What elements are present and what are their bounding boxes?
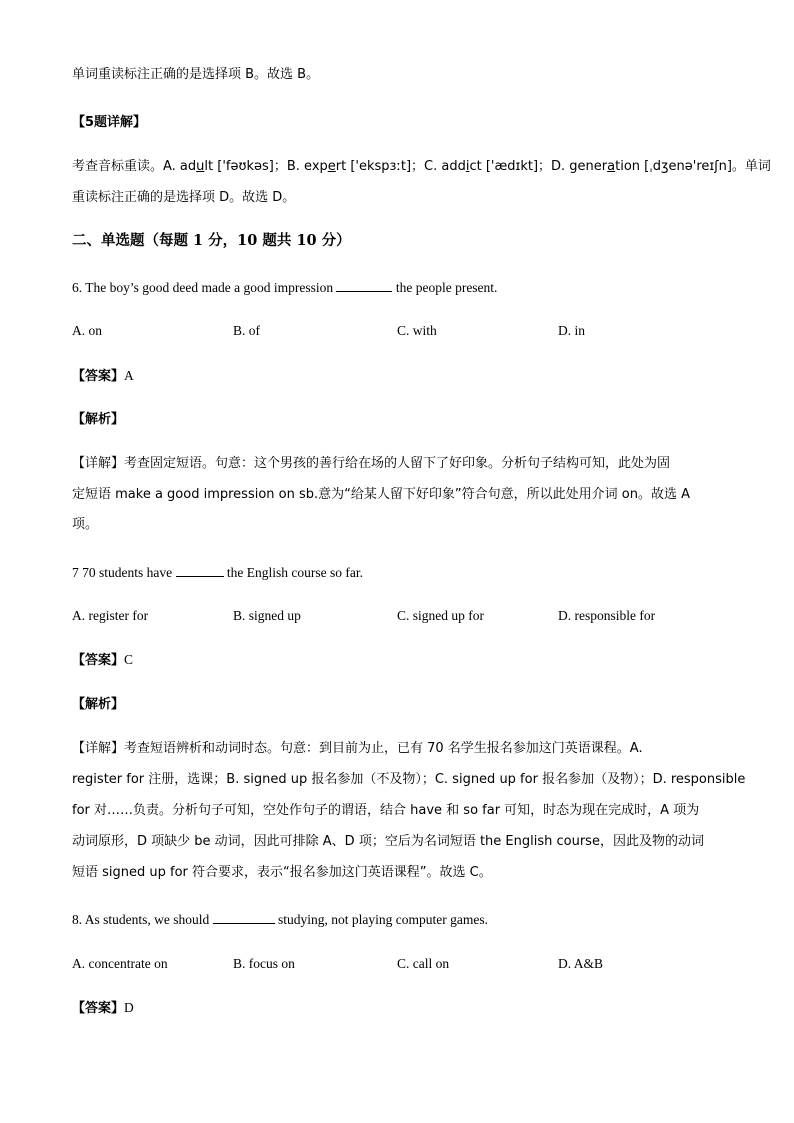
q7-detail-line2: register for 注册，选课；B. signed up 报名参加（不及物）；C. signed up for 报名参加（及物）；D. responsible <box>72 772 746 787</box>
q5-detail-line2: 重读标注正确的是选择项 D。故选 D。 <box>72 190 296 205</box>
q8-option-d: D. A&B <box>558 956 604 971</box>
q7-option-b: B. signed up <box>233 608 301 623</box>
stressed-letter: a <box>607 159 616 174</box>
answer-value: A <box>124 368 134 383</box>
text-run: 8. As students, we should <box>72 912 210 927</box>
text-run: tion [ˌdʒenə'reɪʃn]。单词 <box>615 159 771 174</box>
answer-blank <box>176 563 224 577</box>
q5-detail-line1 <box>72 158 771 176</box>
q7-detail-line5: 短语 signed up for 符合要求，表示“报名参加这门英语课程”。故选 C。 <box>72 865 492 880</box>
q7-option-c: C. signed up for <box>397 608 484 623</box>
text-run: the people present. <box>395 280 498 295</box>
answer-blank <box>336 278 392 292</box>
q6-answer <box>72 367 134 386</box>
q7-stem <box>72 563 363 582</box>
stressed-letter: i <box>465 159 470 174</box>
q6-detail-line2: 定短语 make a good impression on sb.意为“给某人留下好印象”符合句意，所以此处用介词 on。故选 A <box>72 487 690 502</box>
answer-value: D <box>124 1000 134 1015</box>
answer-label: 【答案】 <box>72 1001 125 1016</box>
answer-label: 【答案】 <box>72 369 125 384</box>
text-run: ct ['ædɪkt]；D. gener <box>469 159 608 174</box>
text-run: 7 70 students have <box>72 565 173 580</box>
stressed-letter: e <box>327 159 336 174</box>
q6-option-b: B. of <box>233 323 260 338</box>
text-run: lt ['fəʊkəs]；B. exp <box>204 159 328 174</box>
stressed-letter: u <box>196 159 205 174</box>
q6-detail-line1: 【详解】考查固定短语。句意：这个男孩的善行给在场的人留下了好印象。分析句子结构可知，此处为固 <box>72 456 671 471</box>
q8-answer <box>72 999 134 1018</box>
q5-heading: 【5题详解】 <box>72 115 147 130</box>
answer-value: C <box>124 652 134 667</box>
text-run: 6. The boy’s good deed made a good impression <box>72 280 334 295</box>
text-run: 考查音标重读。A. ad <box>72 159 197 174</box>
q7-detail-line4: 动词原形，D 项缺少 be 动词，因此可排除 A、D 项；空后为名词短语 the English course，因此及物的动词 <box>72 834 704 849</box>
text-run: studying, not playing computer games. <box>278 912 488 927</box>
q6-stem <box>72 278 497 297</box>
q6-option-a: A. on <box>72 323 102 338</box>
answer-label: 【答案】 <box>72 653 125 668</box>
q7-analysis-label: 【解析】 <box>72 697 125 712</box>
q7-detail-line3: for 对……负责。分析句子可知，空处作句子的谓语，结合 have 和 so far 可知，时态为现在完成时，A 项为 <box>72 803 700 818</box>
text-run: the English course so far. <box>226 565 363 580</box>
q6-analysis-label: 【解析】 <box>72 412 125 427</box>
q6-option-c: C. with <box>397 323 437 338</box>
q4-conclusion: 单词重读标注正确的是选择项 B。故选 B。 <box>72 67 320 82</box>
q6-option-d: D. in <box>558 323 585 338</box>
q6-detail-line3: 项。 <box>72 517 99 532</box>
q8-option-b: B. focus on <box>233 956 295 971</box>
q8-stem <box>72 910 488 929</box>
text-run: rt ['ekspɜːt]；C. add <box>335 159 466 174</box>
q7-detail-line1: 【详解】考查短语辨析和动词时态。句意：到目前为止，已有 70 名学生报名参加这门英语课程。A. <box>72 741 643 756</box>
q8-option-a: A. concentrate on <box>72 956 168 971</box>
q7-option-a: A. register for <box>72 608 149 623</box>
q8-option-c: C. call on <box>397 956 450 971</box>
section-title: 二、单选题（每题 1 分，10 题共 10 分） <box>72 232 351 249</box>
q7-answer <box>72 651 133 670</box>
q7-option-d: D. responsible for <box>558 608 656 623</box>
answer-blank <box>213 910 275 924</box>
